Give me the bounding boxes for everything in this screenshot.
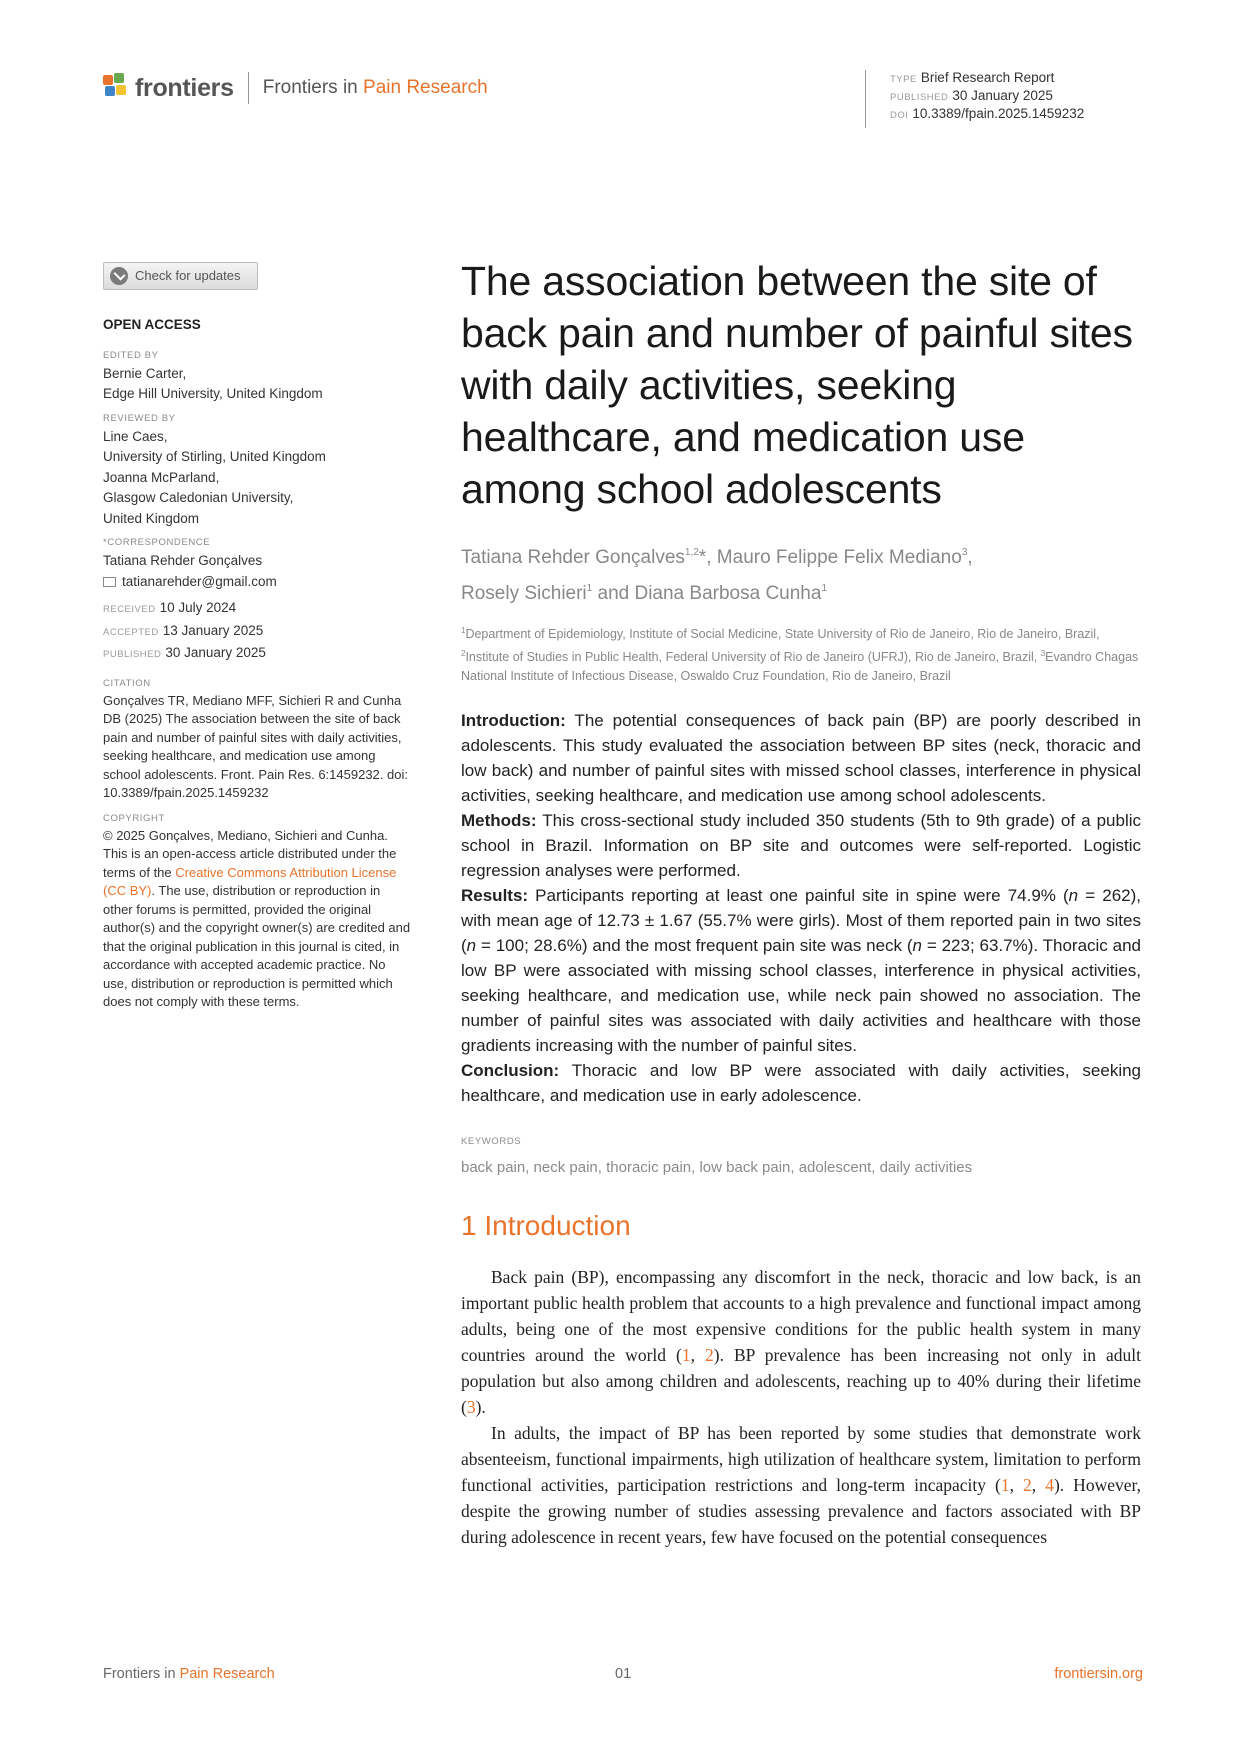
reviewed-by-label: REVIEWED BY [103, 412, 176, 424]
paragraph: In adults, the impact of BP has been reported by some studies that demonstrate work absenteeism, functional impairments, high utilization of healthcare system, limitation to perform functional activities, participation restrictions and long-term incapacity (1, 2, 4). However, despite the growing number of studies assessing prevalence and factors associated with BP during adolescence in recent years, few have focused on the potential consequences [461, 1423, 1141, 1548]
copyright-text: © 2025 Gonçalves, Mediano, Sichieri and Cunha. This is an open-access article distributed under the terms of the Creative Commons Attribution License (CC BY). The use, distribution or reproduction in other forums is permitted, provided the original author(s) and the copyright owner(s) are credited and that the original publication in this journal is cited, in accordance with accepted academic practice. No use, distribution or reproduction is permitted which does not comply with these terms. [103, 827, 411, 1009]
logo-divider [248, 72, 249, 104]
published-date-sidebar: 30 January 2025 [165, 645, 266, 660]
copyright-label: COPYRIGHT [103, 812, 165, 824]
journal-name: Frontiers in Pain Research [262, 77, 488, 98]
reviewer-info: Line Caes, University of Stirling, United Kingdom Joanna McParland, Glasgow Caledonian University, United Kingdom [103, 428, 326, 526]
journal-logo[interactable] [103, 70, 488, 106]
page-footer [103, 1666, 1143, 1682]
abstract-methods: Methods: This cross-sectional study included 350 students (5th to 9th grade) of a public school in Brazil. Information on BP site and outcomes were self-reported. Logistic regression analyses were performed. [461, 811, 1141, 881]
brand-name: frontiers [135, 73, 234, 102]
abstract-results: Results: Participants reporting at least one painful site in spine were 74.9% (n = 262), with mean age of 12.73 ± 1.67 (55.7% were girls). Most of them reported pain in two sites (n = 100; 28.6%) and the most frequent pain site was neck (n = 223; 63.7%). Thoracic and low BP were associated with missing school classes, interference in physical activities, seeking healthcare, and medication use, while neck pain showed no association. The number of painful sites was associated with daily activities and healthcare with those gradients increasing with the number of painful sites. [461, 886, 1141, 1056]
abstract [461, 708, 1141, 1108]
author-name[interactable]: Mauro Felippe Felix Mediano [716, 547, 962, 568]
author-name[interactable]: Rosely Sichieri [461, 583, 587, 604]
reference-link[interactable]: 1 [1000, 1475, 1010, 1496]
keywords: back pain, neck pain, thoracic pain, low back pain, adolescent, daily activities [461, 1159, 973, 1177]
reference-link[interactable]: 1 [681, 1345, 691, 1366]
footer-journal[interactable]: Frontiers in Pain Research [103, 1666, 275, 1682]
abstract-introduction: Introduction: The potential consequences of back pain (BP) are poorly described in adolescents. This study evaluated the association between BP sites (neck, thoracic and low back) and number of painful sites with missed school classes, interference in physical activities, seeking healthcare, and medication use among school adolescents. [461, 711, 1141, 806]
reference-link[interactable]: 2 [705, 1345, 714, 1366]
reference-link[interactable]: 3 [466, 1397, 476, 1418]
article-main [461, 255, 1141, 1550]
author-name[interactable]: Tatiana Rehder Gonçalves [461, 547, 685, 568]
reference-link[interactable]: 2 [1023, 1475, 1032, 1496]
page-header [103, 70, 1143, 140]
author-name[interactable]: Diana Barbosa Cunha [634, 583, 822, 604]
check-updates-icon [110, 267, 128, 285]
open-access-label: OPEN ACCESS [103, 317, 201, 332]
reference-link[interactable]: 4 [1045, 1475, 1054, 1496]
keywords-label: KEYWORDS [461, 1136, 522, 1148]
edited-by-label: EDITED BY [103, 349, 159, 361]
article-type: Brief Research Report [920, 70, 1055, 85]
paragraph: Back pain (BP), encompassing any discomfort in the neck, thoracic and low back, is an important public health problem that accounts to a high prevalence and functional impact among adults, being one of the most expensive conditions for the public health system in many countries around the world (1, 2). BP prevalence has been increasing not only in adult population but also among children and adolescents, reaching up to 40% during their lifetime (3). [461, 1267, 1142, 1418]
introduction-body [461, 1264, 1141, 1550]
received-date: 10 July 2024 [159, 600, 237, 615]
article-dates: RECEIVED 10 July 2024 ACCEPTED 13 January 2025 PUBLISHED 30 January 2025 [103, 600, 266, 660]
abstract-conclusion: Conclusion: Thoracic and low BP were associated with daily activities, seeking healthcare, and medication use in early adolescence. [461, 1061, 1141, 1106]
author-list: Tatiana Rehder Gonçalves$^{1,2}$*, Mauro Felippe Felix Mediano$^3$, Rosely Sichieri$^1$ and Diana Barbosa Cunha$^1$ [461, 547, 973, 604]
check-for-updates-button[interactable]: Check for updates [103, 262, 258, 290]
correspondence-info: Tatiana Rehder Gonçalves tatianarehder@gmail.com [103, 551, 413, 592]
citation-label: CITATION [103, 677, 151, 689]
correspondence-email[interactable]: tatianarehder@gmail.com [122, 573, 277, 589]
article-meta: TYPE Brief Research Report PUBLISHED 30 January 2025 DOI 10.3389/fpain.2025.1459232 [865, 70, 1084, 128]
citation-text: Gonçalves TR, Mediano MFF, Sichieri R and Cunha DB (2025) The association between the site of back pain and number of painful sites with daily activities, seeking healthcare, and medication use among school adolescents. Front. Pain Res. 6:1459232. doi: 10.3389/fpain.2025.1459232 [103, 692, 408, 800]
footer-site-link[interactable]: frontiersin.org [1054, 1666, 1143, 1682]
doi-link[interactable]: 10.3389/fpain.2025.1459232 [912, 106, 1085, 121]
article-title: The association between the site of back pain and number of painful sites with daily activities, seeking healthcare, and medication use among school adolescents [461, 258, 1133, 512]
editor-info: Bernie Carter, Edge Hill University, United Kingdom [103, 365, 323, 401]
affiliations: $^1$Department of Epidemiology, Institute of Social Medicine, State University of Rio de Janeiro, Rio de Janeiro, Brazil, $^2$Institute of Studies in Public Health, Federal University of Rio de Janeiro (UFRJ), Rio de Janeiro, Brazil, $^3$Evandro Chagas National Institute of Infectious Disease, Oswaldo Cruz Foundation, Rio de Janeiro, Brazil [461, 626, 1139, 684]
page-number: 01 [615, 1666, 632, 1682]
frontiers-logo-icon [103, 73, 127, 103]
article-sidebar [103, 262, 413, 1016]
accepted-date: 13 January 2025 [162, 622, 264, 638]
license-link[interactable]: Creative Commons Attribution License (CC BY) [103, 864, 397, 898]
published-date: 30 January 2025 [952, 88, 1053, 103]
correspondence-label: *CORRESPONDENCE [103, 537, 211, 548]
mail-icon [103, 577, 116, 587]
section-heading-introduction: 1 Introduction [461, 1210, 631, 1242]
